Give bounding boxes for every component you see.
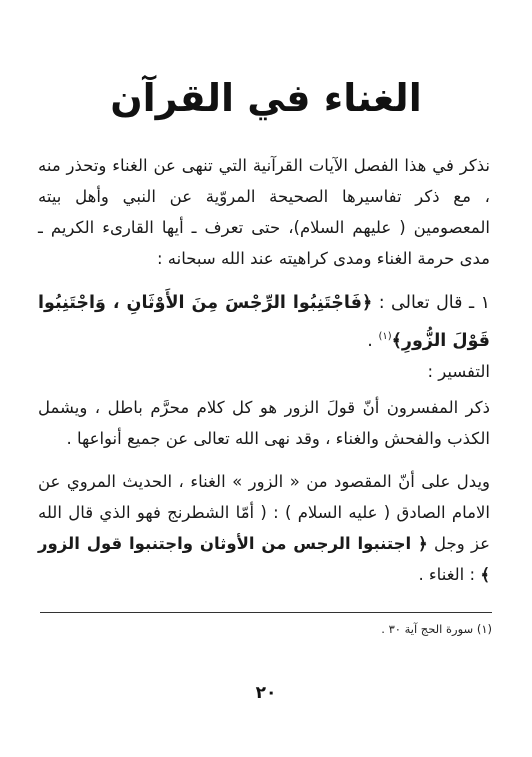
verse-paragraph <box>38 286 490 358</box>
verse-lead: قال تعالى : <box>378 293 463 313</box>
verse-quote: ﴿فَاجْتَنِبُوا الرِّجْسَ مِنَ الأَوْثَانِ ، وَاجْتَنِبُوا قَوْلَ الزُّورِ﴾ <box>38 293 490 351</box>
hadith-quote: ﴿ اجتنبوا الرجس من الأوثان واجتنبوا قول الزور ﴾ <box>38 534 490 584</box>
footnote: (١) سورة الحج آية ٣٠ . <box>381 622 492 636</box>
page-number: ٢٠ <box>255 683 277 703</box>
page-title: الغناء في القرآن <box>110 76 422 120</box>
verse-number: ١ ـ <box>468 293 490 313</box>
verse-end: . <box>367 330 373 351</box>
tafsir-heading: التفسير : <box>427 362 490 381</box>
hadith-text: ويدل على أنّ المقصود من « الزور » الغناء ، الحديث المروي عن الامام الصادق ( عليه السلام ) : ( أمّا الشطرنج فهو الذي قال الله عز وجل <box>38 472 490 553</box>
hadith-paragraph <box>38 466 490 590</box>
intro-paragraph: نذكر في هذا الفصل الآيات القرآنية التي تنهى عن الغناء وتحذر منه ، مع ذكر تفاسيرها الصحيحة المروّية عن النبي وأهل بيته المعصومين ( عليهم السلام)، حتى تعرف ـ أيها القارىء الكريم ـ مدى حرمة الغناء ومدى كراهيته عند الله سبحانه : <box>38 156 490 268</box>
tafsir-paragraph: ذكر المفسرون أنّ قولَ الزور هو كل كلام محرَّم باطل ، ويشمل الكذب والفحش والغناء ، وقد نهى الله تعالى عن جميع أنواعها . <box>38 398 490 448</box>
hadith-end: : الغناء . <box>418 565 476 584</box>
footnote-marker: (١) <box>378 331 392 342</box>
footnote-divider <box>40 612 492 613</box>
